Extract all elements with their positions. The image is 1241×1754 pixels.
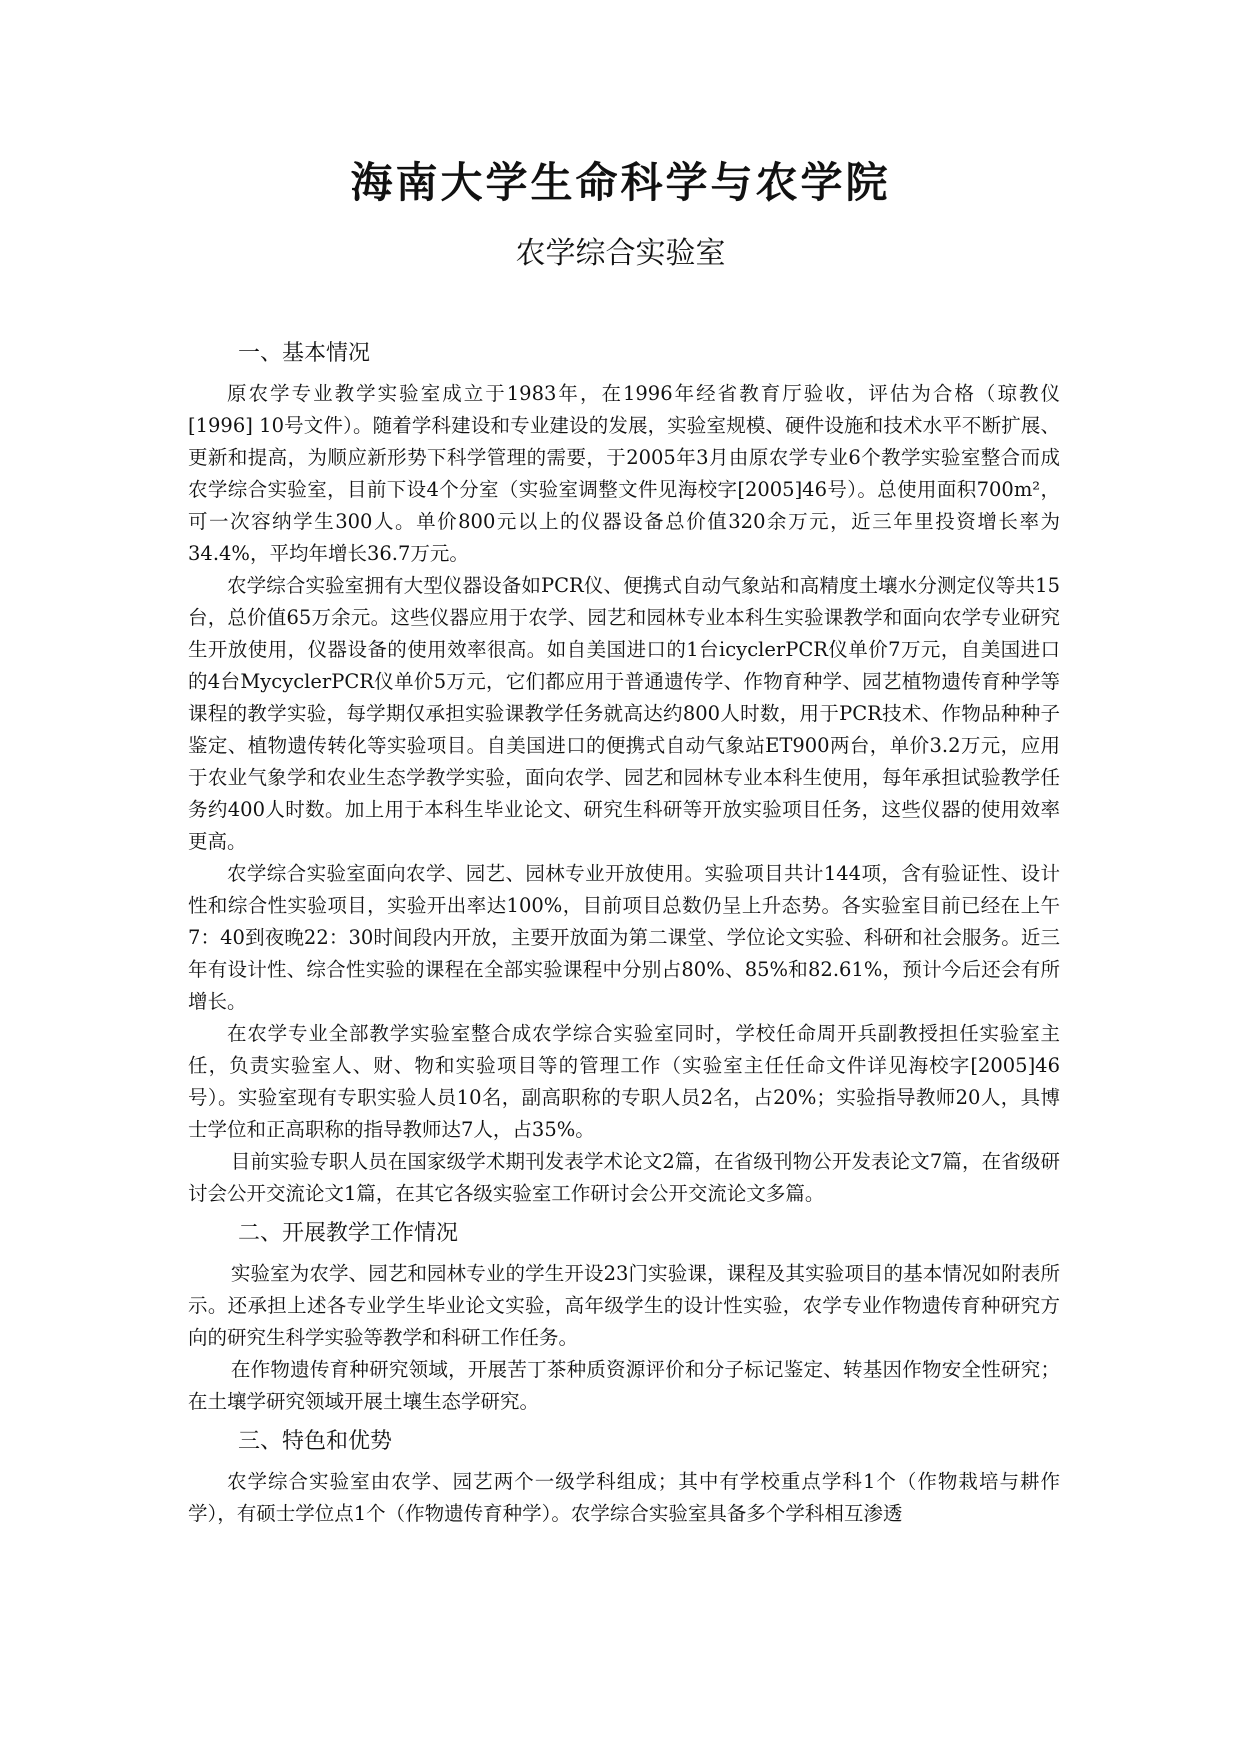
section-heading: 二、开展教学工作情况 bbox=[238, 1221, 459, 1246]
section-basic-info bbox=[188, 334, 1060, 1210]
paragraph: 原农学专业教学实验室成立于1983年，在1996年经省教育厅验收，评估为合格（琼教仪 [1996] 10号文件）。随着学科建设和专业建设的发展，实验室规模、硬件设施和技术水平不断扩展、更新和提高，为顺应新形势下科学管理的需要，于2005年3月由原农学专业6个教学实验室整合而成农学综合实验室，目前下设4个分室（实验室调整文件见海校字[2005]46号）。总使用面积700m²，可一次容纳学生300人。单价800元以上的仪器设备总价值320余万元，近三年里投资增长率为34.4%，平均年增长36.7万元。 bbox=[188, 382, 1060, 565]
section-heading: 一、基本情况 bbox=[238, 341, 371, 366]
section-features bbox=[188, 1422, 1060, 1530]
document-body bbox=[188, 334, 1060, 1530]
paragraph: 在农学专业全部教学实验室整合成农学综合实验室同时，学校任命周开兵副教授担任实验室主任，负责实验室人、财、物和实验项目等的管理工作（实验室主任任命文件详见海校字[2005]46号）。实验室现有专职实验人员10名，副高职称的专职人员2名，占20%；实验指导教师20人，具博士学位和正高职称的指导教师达7人，占35%。 bbox=[188, 1022, 1060, 1141]
paragraph: 目前实验专职人员在国家级学术期刊发表学术论文2篇，在省级刊物公开发表论文7篇，在省级研讨会公开交流论文1篇，在其它各级实验室工作研讨会公开交流论文多篇。 bbox=[188, 1150, 1060, 1205]
paragraph: 在作物遗传育种研究领域，开展苦丁茶种质资源评价和分子标记鉴定、转基因作物安全性研究；在土壤学研究领域开展土壤生态学研究。 bbox=[188, 1358, 1060, 1413]
document-subtitle: 农学综合实验室 bbox=[515, 236, 726, 271]
section-teaching-work bbox=[188, 1214, 1060, 1418]
paragraph: 农学综合实验室拥有大型仪器设备如PCR仪、便携式自动气象站和高精度土壤水分测定仪等共15台，总价值65万余元。这些仪器应用于农学、园艺和园林专业本科生实验课教学和面向农学专业研究生开放使用，仪器设备的使用效率很高。如自美国进口的1台icyclerPCR仪单价7万元，自美国进口的4台MycyclerPCR仪单价5万元，它们都应用于普通遗传学、作物育种学、园艺植物遗传育种学等课程的教学实验，每学期仅承担实验课教学任务就高达约800人时数，用于PCR技术、作物品种种子鉴定、植物遗传转化等实验项目。自美国进口的便携式自动气象站ET900两台，单价3.2万元，应用于农业气象学和农业生态学教学实验，面向农学、园艺和园林专业本科生使用，每年承担试验教学任务约400人时数。加上用于本科生毕业论文、研究生科研等开放实验项目任务，这些仪器的使用效率更高。 bbox=[188, 574, 1060, 853]
paragraph: 农学综合实验室面向农学、园艺、园林专业开放使用。实验项目共计144项，含有验证性、设计性和综合性实验项目，实验开出率达100%，目前项目总数仍呈上升态势。各实验室目前已经在上午7：40到夜晚22：30时间段内开放，主要开放面为第二课堂、学位论文实验、科研和社会服务。近三年有设计性、综合性实验的课程在全部实验课程中分别占80%、85%和82.61%，预计今后还会有所增长。 bbox=[188, 862, 1060, 1013]
paragraph: 实验室为农学、园艺和园林专业的学生开设23门实验课，课程及其实验项目的基本情况如附表所示。还承担上述各专业学生毕业论文实验，高年级学生的设计性实验，农学专业作物遗传育种研究方向的研究生科学实验等教学和科研工作任务。 bbox=[188, 1262, 1060, 1349]
paragraph: 农学综合实验室由农学、园艺两个一级学科组成；其中有学校重点学科1个（作物栽培与耕作学），有硕士学位点1个（作物遗传育种学）。农学综合实验室具备多个学科相互渗透 bbox=[188, 1470, 1060, 1525]
document-title: 海南大学生命科学与农学院 bbox=[350, 158, 891, 207]
section-heading: 三、特色和优势 bbox=[238, 1429, 393, 1454]
